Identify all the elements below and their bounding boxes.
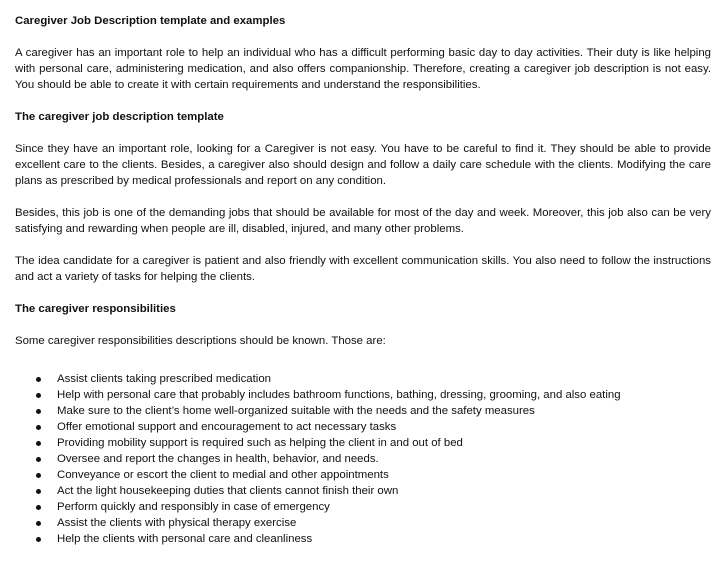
intro-paragraph: A caregiver has an important role to help an individual who has a difficult performing basic day to day activities. Their duty is like helping with personal care, administering medication, and also offers companionship. Therefore, creating a caregiver job description is not easy. You should be able to create it with certain requirements and understand the responsibilities. (15, 47, 711, 91)
template-section-heading: The caregiver job description template (15, 111, 224, 123)
document-title: Caregiver Job Description template and examples (15, 15, 286, 27)
list-item: Perform quickly and responsibly in case of emergency (15, 499, 711, 515)
list-item: Act the light housekeeping duties that clients cannot finish their own (15, 483, 711, 499)
list-item: Make sure to the client’s home well-organized suitable with the needs and the safety measures (15, 403, 711, 419)
list-item: Offer emotional support and encouragement to act necessary tasks (15, 419, 711, 435)
template-paragraph-3: The idea candidate for a caregiver is patient and also friendly with excellent communication skills. You also need to follow the instructions and act a variety of tasks for helping the clients. (15, 255, 711, 283)
list-item: Help with personal care that probably includes bathroom functions, bathing, dressing, grooming, and also eating (15, 387, 711, 403)
responsibilities-lead: Some caregiver responsibilities descriptions should be known. Those are: (15, 335, 386, 347)
list-item: Oversee and report the changes in health, behavior, and needs. (15, 451, 711, 467)
template-paragraph-2: Besides, this job is one of the demanding jobs that should be available for most of the day and week. Moreover, this job also can be very satisfying and rewarding when people are ill, disabled, injured, and many other problems. (15, 207, 711, 235)
responsibilities-section-heading: The caregiver responsibilities (15, 303, 176, 315)
responsibilities-list (15, 371, 711, 547)
list-item: Help the clients with personal care and cleanliness (15, 531, 711, 547)
list-item: Assist the clients with physical therapy exercise (15, 515, 711, 531)
document-page (15, 13, 711, 547)
list-item: Conveyance or escort the client to medial and other appointments (15, 467, 711, 483)
list-item: Providing mobility support is required such as helping the client in and out of bed (15, 435, 711, 451)
template-paragraph-1: Since they have an important role, looking for a Caregiver is not easy. You have to be careful to find it. They should be able to provide excellent care to the clients. Besides, a caregiver also should design and follow a daily care schedule with the clients. Modifying the care plans as prescribed by medical professionals and report on any condition. (15, 143, 711, 187)
list-item: Assist clients taking prescribed medication (15, 371, 711, 387)
